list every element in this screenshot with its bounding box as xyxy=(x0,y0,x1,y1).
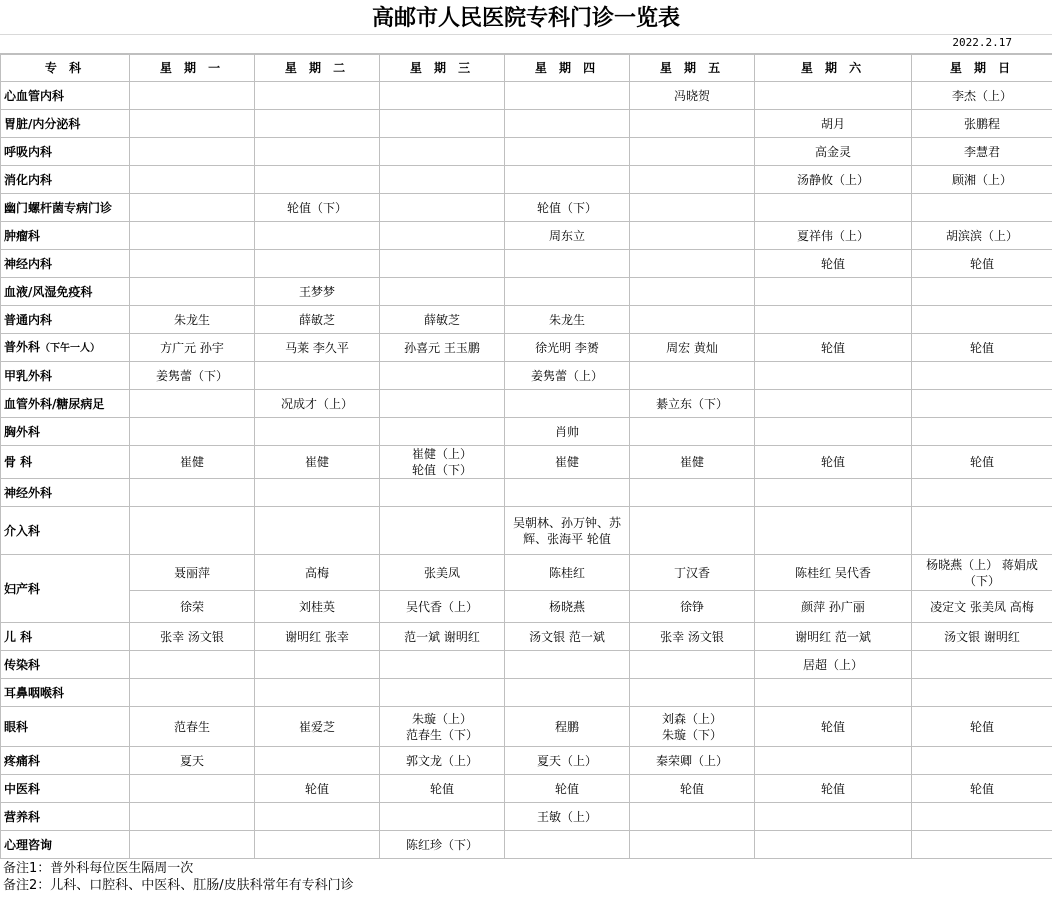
department-name: 肿瘤科 xyxy=(4,228,41,243)
schedule-cell xyxy=(255,679,380,707)
table-body xyxy=(1,82,1052,859)
schedule-cell xyxy=(912,651,1052,679)
schedule-cell xyxy=(630,362,755,390)
schedule-cell xyxy=(630,306,755,334)
schedule-cell: 丁汉香 xyxy=(630,555,755,591)
schedule-cell xyxy=(255,82,380,110)
department-name: 耳鼻咽喉科 xyxy=(4,685,65,700)
department-cell xyxy=(1,555,130,623)
schedule-cell xyxy=(912,831,1052,859)
schedule-cell: 马莱 李久平 xyxy=(255,334,380,362)
schedule-cell: 李慧君 xyxy=(912,138,1052,166)
schedule-cell: 轮值 xyxy=(255,775,380,803)
schedule-cell xyxy=(380,250,505,278)
table-row xyxy=(1,194,1052,222)
schedule-cell xyxy=(755,747,912,775)
table-row xyxy=(1,334,1052,362)
schedule-cell xyxy=(755,362,912,390)
department-name: 疼痛科 xyxy=(4,753,41,768)
schedule-cell: 颜萍 孙广丽 xyxy=(755,591,912,623)
department-name: 消化内科 xyxy=(4,172,53,187)
note-line: 备注1：普外科每位医生隔周一次 xyxy=(3,861,194,876)
department-cell xyxy=(1,82,130,110)
header-day-1: 星 期 一 xyxy=(130,55,255,82)
schedule-cell xyxy=(505,250,630,278)
schedule-cell xyxy=(755,278,912,306)
schedule-cell xyxy=(912,306,1052,334)
table-row xyxy=(1,418,1052,446)
schedule-cell: 李杰（上） xyxy=(912,82,1052,110)
table-row xyxy=(1,679,1052,707)
schedule-cell xyxy=(912,679,1052,707)
department-name: 神经外科 xyxy=(4,485,53,500)
schedule-cell xyxy=(630,831,755,859)
schedule-cell xyxy=(130,775,255,803)
schedule-cell: 范一斌 谢明红 xyxy=(380,623,505,651)
schedule-cell: 朱龙生 xyxy=(505,306,630,334)
table-row xyxy=(1,831,1052,859)
header-day-3: 星 期 三 xyxy=(380,55,505,82)
schedule-cell: 薛敏芝 xyxy=(380,306,505,334)
schedule-cell xyxy=(255,418,380,446)
schedule-cell xyxy=(912,362,1052,390)
schedule-cell xyxy=(255,362,380,390)
table-row xyxy=(1,138,1052,166)
department-name: 胃脏/内分泌科 xyxy=(4,116,81,131)
department-name: 甲乳外科 xyxy=(4,368,53,383)
schedule-cell xyxy=(630,222,755,250)
page-title: 高邮市人民医院专科门诊一览表 xyxy=(371,5,680,31)
schedule-cell: 居超（上） xyxy=(755,651,912,679)
schedule-cell: 夏天（上） xyxy=(505,747,630,775)
schedule-cell xyxy=(380,418,505,446)
schedule-cell xyxy=(130,250,255,278)
table-row xyxy=(1,250,1052,278)
schedule-cell xyxy=(130,679,255,707)
schedule-cell xyxy=(630,166,755,194)
schedule-cell xyxy=(255,166,380,194)
department-cell xyxy=(1,166,130,194)
schedule-cell xyxy=(380,82,505,110)
schedule-cell xyxy=(755,194,912,222)
department-cell xyxy=(1,278,130,306)
department-cell xyxy=(1,707,130,747)
schedule-cell: 周宏 黄灿 xyxy=(630,334,755,362)
schedule-cell: 高梅 xyxy=(255,555,380,591)
header-day-5: 星 期 五 xyxy=(630,55,755,82)
schedule-cell: 轮值 xyxy=(912,334,1052,362)
schedule-cell xyxy=(255,831,380,859)
schedule-cell: 轮值 xyxy=(505,775,630,803)
department-note: （下午一人） xyxy=(40,342,101,354)
schedule-cell-line: 辉、张海平 轮值 xyxy=(523,531,611,546)
table-row xyxy=(1,623,1052,651)
schedule-cell: 姜隽蕾（上） xyxy=(505,362,630,390)
schedule-cell: 轮值 xyxy=(630,775,755,803)
schedule-cell xyxy=(255,138,380,166)
schedule-cell xyxy=(505,278,630,306)
department-name: 血管外科/糖尿病足 xyxy=(4,396,105,411)
schedule-cell xyxy=(505,138,630,166)
schedule-cell: 胡滨滨（上） xyxy=(912,222,1052,250)
schedule-cell: 轮值 xyxy=(755,446,912,479)
department-name: 介入科 xyxy=(4,523,41,538)
department-name: 妇产科 xyxy=(4,581,41,596)
department-name: 普通内科 xyxy=(4,312,53,327)
schedule-cell xyxy=(380,507,505,555)
table-row xyxy=(1,803,1052,831)
table-row xyxy=(1,446,1052,479)
schedule-cell: 谢明红 张幸 xyxy=(255,623,380,651)
schedule-cell-line: 朱璇（上） xyxy=(411,711,472,726)
department-cell xyxy=(1,651,130,679)
schedule-cell xyxy=(630,803,755,831)
table-row xyxy=(1,110,1052,138)
schedule-cell: 崔爱芝 xyxy=(255,707,380,747)
schedule-cell xyxy=(630,250,755,278)
schedule-cell xyxy=(755,82,912,110)
department-name: 呼吸内科 xyxy=(4,144,53,159)
date-row xyxy=(0,34,1052,54)
table-row xyxy=(1,82,1052,110)
schedule-cell: 王梦梦 xyxy=(255,278,380,306)
schedule-cell: 轮值 xyxy=(912,775,1052,803)
table-row xyxy=(1,591,1052,623)
schedule-cell: 陈红珍（下） xyxy=(380,831,505,859)
table-row xyxy=(1,479,1052,507)
table-row xyxy=(1,278,1052,306)
schedule-cell xyxy=(255,747,380,775)
department-cell xyxy=(1,747,130,775)
schedule-cell-line: 范春生（下） xyxy=(405,727,478,742)
schedule-cell: 轮值 xyxy=(755,250,912,278)
clinic-schedule-table xyxy=(0,54,1052,859)
schedule-cell xyxy=(630,679,755,707)
schedule-cell xyxy=(380,194,505,222)
schedule-cell: 汤静攸（上） xyxy=(755,166,912,194)
department-cell xyxy=(1,479,130,507)
schedule-cell xyxy=(130,803,255,831)
table-row xyxy=(1,306,1052,334)
schedule-cell: 张鹏程 xyxy=(912,110,1052,138)
schedule-cell xyxy=(380,679,505,707)
schedule-cell-line: 朱璇（下） xyxy=(661,727,722,742)
department-name: 胸外科 xyxy=(4,424,41,439)
schedule-cell: 姜隽蕾（下） xyxy=(130,362,255,390)
schedule-cell: 顾湘（上） xyxy=(912,166,1052,194)
schedule-cell xyxy=(380,707,505,747)
schedule-cell xyxy=(505,479,630,507)
note-line: 备注2：儿科、口腔科、中医科、肛肠/皮肤科常年有专科门诊 xyxy=(3,878,354,893)
table-row xyxy=(1,775,1052,803)
table-row xyxy=(1,362,1052,390)
department-name: 传染科 xyxy=(4,657,41,672)
schedule-cell: 轮值 xyxy=(380,775,505,803)
schedule-cell: 夏祥伟（上） xyxy=(755,222,912,250)
department-name: 营养科 xyxy=(4,809,41,824)
department-cell xyxy=(1,306,130,334)
schedule-cell xyxy=(912,278,1052,306)
schedule-date: 2022.2.17 xyxy=(952,36,1012,49)
schedule-cell xyxy=(255,651,380,679)
table-row xyxy=(1,222,1052,250)
schedule-cell xyxy=(755,679,912,707)
header-day-2: 星 期 二 xyxy=(255,55,380,82)
table-row xyxy=(1,651,1052,679)
department-name: 儿 科 xyxy=(4,629,33,644)
schedule-cell: 谢明红 范一斌 xyxy=(755,623,912,651)
schedule-cell xyxy=(130,651,255,679)
header-department: 专 科 xyxy=(1,55,130,82)
schedule-cell xyxy=(380,390,505,418)
schedule-cell: 陈桂红 xyxy=(505,555,630,591)
schedule-cell: 聂丽萍 xyxy=(130,555,255,591)
schedule-cell: 崔健 xyxy=(130,446,255,479)
department-cell xyxy=(1,623,130,651)
schedule-cell xyxy=(755,306,912,334)
schedule-cell xyxy=(130,507,255,555)
schedule-cell xyxy=(130,390,255,418)
schedule-cell xyxy=(630,418,755,446)
schedule-cell xyxy=(912,194,1052,222)
schedule-cell xyxy=(380,362,505,390)
schedule-cell xyxy=(912,479,1052,507)
schedule-cell xyxy=(380,166,505,194)
schedule-cell: 胡月 xyxy=(755,110,912,138)
schedule-cell: 冯晓贺 xyxy=(630,82,755,110)
schedule-cell xyxy=(255,803,380,831)
schedule-cell-line: （下） xyxy=(963,573,1000,588)
schedule-cell: 綦立东（下） xyxy=(630,390,755,418)
schedule-cell: 况成才（上） xyxy=(255,390,380,418)
department-cell xyxy=(1,679,130,707)
department-cell xyxy=(1,390,130,418)
schedule-cell xyxy=(130,166,255,194)
schedule-cell xyxy=(912,747,1052,775)
schedule-cell: 周东立 xyxy=(505,222,630,250)
department-name: 神经内科 xyxy=(4,256,53,271)
department-cell xyxy=(1,194,130,222)
schedule-cell xyxy=(380,479,505,507)
schedule-cell: 陈桂红 吴代香 xyxy=(755,555,912,591)
header-day-6: 星 期 六 xyxy=(755,55,912,82)
department-name: 心理咨询 xyxy=(4,837,53,852)
schedule-cell xyxy=(255,250,380,278)
schedule-cell: 轮值 xyxy=(755,775,912,803)
schedule-cell xyxy=(130,222,255,250)
schedule-cell: 汤文银 范一斌 xyxy=(505,623,630,651)
schedule-cell xyxy=(380,651,505,679)
schedule-cell xyxy=(130,479,255,507)
schedule-cell xyxy=(630,651,755,679)
department-name: 中医科 xyxy=(4,781,41,796)
schedule-cell xyxy=(130,194,255,222)
schedule-cell: 高金灵 xyxy=(755,138,912,166)
department-cell xyxy=(1,831,130,859)
schedule-cell xyxy=(505,831,630,859)
schedule-cell: 范春生 xyxy=(130,707,255,747)
schedule-cell: 徐铮 xyxy=(630,591,755,623)
schedule-cell: 杨晓燕 xyxy=(505,591,630,623)
schedule-cell: 张美凤 xyxy=(380,555,505,591)
schedule-cell xyxy=(912,555,1052,591)
schedule-cell: 张幸 汤文银 xyxy=(630,623,755,651)
department-name: 幽门螺杆菌专病门诊 xyxy=(4,200,113,215)
schedule-cell xyxy=(130,418,255,446)
table-row xyxy=(1,507,1052,555)
department-cell xyxy=(1,775,130,803)
department-cell xyxy=(1,110,130,138)
table-row xyxy=(1,555,1052,591)
department-cell xyxy=(1,222,130,250)
schedule-cell xyxy=(505,166,630,194)
schedule-cell xyxy=(505,507,630,555)
schedule-cell: 秦荣卿（上） xyxy=(630,747,755,775)
header-row xyxy=(1,55,1052,82)
department-name: 眼科 xyxy=(4,719,29,734)
department-cell xyxy=(1,250,130,278)
schedule-cell: 刘桂英 xyxy=(255,591,380,623)
schedule-cell xyxy=(255,479,380,507)
schedule-cell: 王敏（上） xyxy=(505,803,630,831)
department-name: 骨 科 xyxy=(4,455,33,469)
schedule-cell xyxy=(912,507,1052,555)
schedule-cell xyxy=(630,138,755,166)
schedule-cell: 薛敏芝 xyxy=(255,306,380,334)
schedule-cell: 轮值 xyxy=(912,250,1052,278)
schedule-cell xyxy=(505,82,630,110)
department-cell xyxy=(1,507,130,555)
schedule-cell xyxy=(130,110,255,138)
schedule-cell xyxy=(380,138,505,166)
schedule-cell xyxy=(505,110,630,138)
department-cell xyxy=(1,362,130,390)
schedule-cell: 凌定文 张美凤 高梅 xyxy=(912,591,1052,623)
department-cell xyxy=(1,446,130,479)
department-cell xyxy=(1,803,130,831)
table-row xyxy=(1,707,1052,747)
schedule-cell xyxy=(630,110,755,138)
schedule-cell xyxy=(130,138,255,166)
schedule-cell xyxy=(130,831,255,859)
schedule-cell xyxy=(505,390,630,418)
table-row xyxy=(1,390,1052,418)
schedule-cell xyxy=(505,651,630,679)
department-cell xyxy=(1,138,130,166)
table-row xyxy=(1,166,1052,194)
schedule-cell-line: 刘森（上） xyxy=(661,711,722,726)
schedule-cell xyxy=(755,831,912,859)
schedule-cell xyxy=(380,222,505,250)
schedule-cell xyxy=(755,507,912,555)
schedule-cell: 轮值 xyxy=(912,446,1052,479)
department-name: 血液/风湿免疫科 xyxy=(4,284,93,299)
header-day-4: 星 期 四 xyxy=(505,55,630,82)
header-day-7: 星 期 日 xyxy=(912,55,1052,82)
schedule-cell: 张幸 汤文银 xyxy=(130,623,255,651)
schedule-cell-line: 崔健（上） xyxy=(411,447,472,461)
schedule-cell: 轮值 xyxy=(755,707,912,747)
schedule-cell xyxy=(630,707,755,747)
schedule-cell xyxy=(255,222,380,250)
schedule-cell: 夏天 xyxy=(130,747,255,775)
schedule-cell-line: 轮值（下） xyxy=(411,463,472,477)
schedule-cell xyxy=(630,507,755,555)
table-row xyxy=(1,747,1052,775)
schedule-cell xyxy=(380,278,505,306)
schedule-cell: 朱龙生 xyxy=(130,306,255,334)
schedule-cell: 徐光明 李赟 xyxy=(505,334,630,362)
schedule-cell xyxy=(505,679,630,707)
schedule-cell xyxy=(912,803,1052,831)
schedule-cell-line: 杨晓燕（上） 蒋娟成 xyxy=(926,557,1038,572)
schedule-cell: 方广元 孙宇 xyxy=(130,334,255,362)
schedule-cell xyxy=(130,278,255,306)
schedule-cell: 孙喜元 王玉鹏 xyxy=(380,334,505,362)
department-name: 心血管内科 xyxy=(4,88,65,103)
schedule-cell xyxy=(630,194,755,222)
schedule-cell: 轮值（下） xyxy=(505,194,630,222)
schedule-cell xyxy=(380,446,505,479)
schedule-cell xyxy=(255,110,380,138)
schedule-cell: 崔健 xyxy=(630,446,755,479)
schedule-cell xyxy=(755,479,912,507)
schedule-cell: 崔健 xyxy=(255,446,380,479)
schedule-cell: 轮值 xyxy=(755,334,912,362)
schedule-cell xyxy=(912,390,1052,418)
schedule-cell xyxy=(380,803,505,831)
schedule-cell: 程鹏 xyxy=(505,707,630,747)
schedule-cell: 徐荣 xyxy=(130,591,255,623)
schedule-cell xyxy=(755,390,912,418)
schedule-cell xyxy=(755,803,912,831)
schedule-cell: 郭文龙（上） xyxy=(380,747,505,775)
schedule-cell xyxy=(380,110,505,138)
notes xyxy=(0,860,1052,894)
department-cell xyxy=(1,334,130,362)
department-cell xyxy=(1,418,130,446)
department-name: 普外科 xyxy=(4,339,41,354)
schedule-cell: 轮值（下） xyxy=(255,194,380,222)
schedule-cell xyxy=(630,278,755,306)
schedule-cell xyxy=(755,418,912,446)
schedule-cell: 吴代香（上） xyxy=(380,591,505,623)
schedule-cell-line: 吴朝林、孙万钟、苏 xyxy=(512,515,621,530)
schedule-cell xyxy=(130,82,255,110)
schedule-cell: 汤文银 谢明红 xyxy=(912,623,1052,651)
schedule-cell xyxy=(912,418,1052,446)
schedule-cell: 崔健 xyxy=(505,446,630,479)
schedule-cell: 轮值 xyxy=(912,707,1052,747)
schedule-cell: 肖帅 xyxy=(505,418,630,446)
schedule-cell xyxy=(255,507,380,555)
schedule-cell xyxy=(630,479,755,507)
